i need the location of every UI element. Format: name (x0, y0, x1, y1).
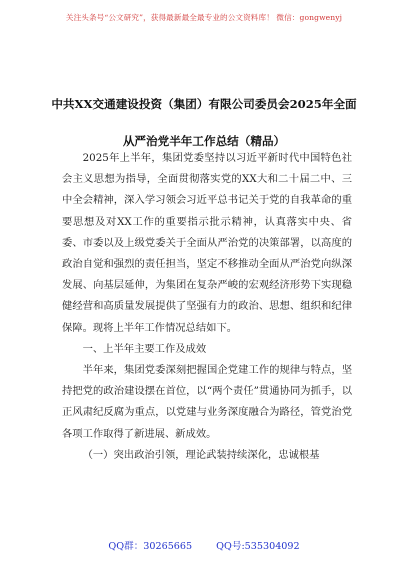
subsection-heading: （一）突出政治引领，理论武装持续深化，忠诚根基 (82, 448, 320, 461)
intro-paragraph: 2025年上半年，集团党委坚持以习近平新时代中国特色社会主义思想为指导，全面贯彻落实党的XX大和二十届二中、三中全会精神，深入学习领会习近平总书记关于党的自我革命的重要思想及对XX工作的重要指示批示精神，认真落实中央、省委、市委以及上级党委关于全面从严治党的决策部署，以高度的政治自觉和强烈的责任担当，坚定不移推动全面从严治党向纵深发展、向基层延伸，为集团在复杂严峻的宏观经济形势下实现稳健经营和高质量发展提供了坚强有力的政治、思想、组织和纪律保障。现将上半年工作情况总结如下。 (62, 152, 352, 334)
footer-contact (0, 538, 408, 552)
qq-group-label: QQ群：30265665 (108, 541, 193, 552)
document-title-line-1: 中共XX交通建设投资（集团）有限公司委员会2025年全面 (51, 97, 357, 111)
document-title-line-2: 从严治党半年工作总结（精品） (122, 134, 286, 148)
section-heading: 一、上半年主要工作及成效 (82, 342, 207, 355)
section-paragraph: 半年来，集团党委深刻把握国企党建工作的规律与特点，坚持把党的政治建设摆在首位，以“两个责任”贯通协同为抓手，以正风肃纪反腐为重点，以党建与业务深度融合为路径，管党治党各项工作取得了新进展、新成效。 (62, 364, 352, 440)
header-banner: 关注头条号“公文研究”，获得最新最全最专业的公文资料库！ 微信：gongwenyj (65, 13, 343, 22)
document-body (62, 148, 352, 466)
qq-number-label: QQ号:535304092 (216, 541, 300, 552)
